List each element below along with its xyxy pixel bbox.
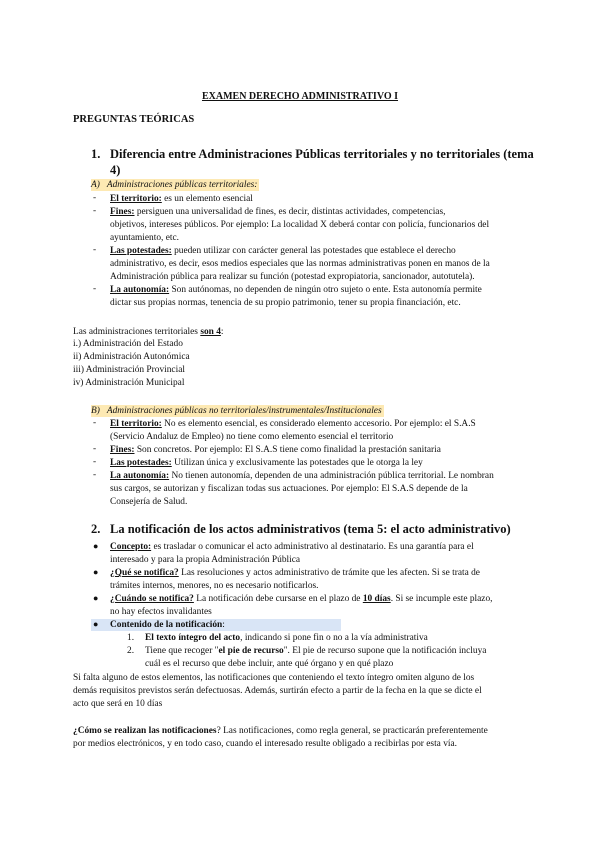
content-heading bbox=[110, 619, 225, 631]
list-item-text: Son concretos. Por ejemplo: El S.A.S tiene como finalidad la prestación sanitaria bbox=[134, 445, 441, 455]
bullet-text: La notificación debe cursarse en el plazo de bbox=[193, 594, 363, 604]
q1-title-line1: Diferencia entre Administraciones Públicas territoriales y no territoriales (tema bbox=[110, 147, 534, 161]
list-item-line bbox=[110, 245, 456, 257]
bullet-line bbox=[110, 541, 474, 553]
paragraph-line: demás requisitos previstos serán defectuosas. Además, surtirán efecto a partir de la fecha en la que se dicte el bbox=[73, 686, 482, 696]
bullet-text: Las resoluciones y actos administrativo de trámite que les afecten. Si se trata de bbox=[178, 568, 480, 578]
document-title: EXAMEN DERECHO ADMINISTRATIVO I bbox=[201, 91, 399, 102]
list-dash: - bbox=[93, 284, 97, 294]
content-item-bold: El texto íntegro del acto bbox=[145, 633, 241, 643]
bullet-dot: ● bbox=[93, 567, 99, 577]
content-item-line2: cuál es el recurso que debe incluir, ante qué órgano y en qué plazo bbox=[145, 659, 394, 669]
list-item-line: dictar sus propias normas, tenencia de su propio patrimonio, tener su propia financiación, etc. bbox=[110, 298, 461, 308]
list-item-text: No es elemento esencial, es considerado elemento accesorio. Por ejemplo: el S.A.S bbox=[161, 419, 476, 429]
list-item-line: administrativo, es decir, esos medios especiales que las normas administrativas ponen en manos de la bbox=[110, 259, 490, 269]
section-a-label: A) bbox=[91, 180, 100, 190]
list-item-line bbox=[110, 418, 476, 430]
section-b-label: B) bbox=[91, 406, 100, 416]
list-item-text: pueden utilizar con carácter general las potestades que establece el derecho bbox=[171, 246, 456, 256]
list-item-line: sus cargos, se autorizan y fiscalizan todas sus actuaciones. Por ejemplo: El S.A.S depende de la bbox=[110, 484, 468, 494]
how-answer-line1: ? Las notificaciones, como regla general, se practicarán preferentemente bbox=[216, 726, 488, 736]
list-item-term: Fines: bbox=[110, 445, 135, 455]
bullet-dot: ● bbox=[93, 619, 99, 629]
q1-number: 1. bbox=[91, 147, 101, 161]
list-intro-bold: son 4 bbox=[200, 327, 221, 337]
list-item-line bbox=[110, 193, 253, 205]
list-item-line: (Servicio Andaluz de Empleo) no tiene como elemento esencial el territorio bbox=[110, 432, 394, 442]
list-item-term: Fines: bbox=[110, 207, 135, 217]
territorial-list-intro bbox=[73, 326, 224, 338]
territorial-list-item: ii) Administración Autonómica bbox=[73, 352, 190, 362]
list-item-line: Administración pública para realizar su función (potestad expropiatoria, sancionador, autotutela). bbox=[110, 272, 475, 282]
list-item-line: Consejería de Salud. bbox=[110, 497, 188, 507]
list-dash: - bbox=[93, 470, 97, 480]
list-item-term: La autonomía: bbox=[110, 471, 170, 481]
list-dash: - bbox=[93, 457, 97, 467]
bullet-line bbox=[110, 593, 493, 605]
list-item-line bbox=[110, 206, 445, 218]
bullet-term: ¿Cuándo se notifica? bbox=[110, 594, 194, 604]
list-item-line: objetivos, intereses públicos. Por ejemplo: La localidad X deberá contar con policía, funcionarios del bbox=[110, 220, 490, 230]
section-heading: PREGUNTAS TEÓRICAS bbox=[73, 114, 195, 125]
list-intro-end: : bbox=[220, 327, 224, 337]
content-item bbox=[145, 645, 486, 657]
paragraph-how-line1 bbox=[73, 725, 488, 737]
content-item bbox=[145, 632, 428, 644]
list-dash: - bbox=[93, 193, 97, 203]
content-item-number: 2. bbox=[127, 646, 135, 656]
bullet-text: . Si se incumple este plazo, bbox=[390, 594, 493, 604]
bullet-bold: 10 días bbox=[362, 594, 391, 604]
content-item-text: , indicando si pone fin o no a la vía administrativa bbox=[240, 633, 428, 643]
list-dash: - bbox=[93, 418, 97, 428]
list-item-term: El territorio: bbox=[110, 194, 162, 204]
bullet-line bbox=[110, 567, 480, 579]
q1-title-line2: 4) bbox=[110, 163, 121, 177]
bullet-line: trámites internos, menores, no es necesario notificarlos. bbox=[110, 581, 319, 591]
how-answer-line2: por medios electrónicos, y en todo caso, cuando el interesado resulte obligado a recibirlas por esta vía. bbox=[73, 739, 457, 749]
q2-title: La notificación de los actos administrativos (tema 5: el acto administrativo) bbox=[110, 522, 511, 536]
bullet-line: no hay efectos invalidantes bbox=[110, 607, 212, 617]
content-item-pre: Tiene que recoger " bbox=[145, 646, 219, 656]
list-item-line bbox=[110, 444, 441, 456]
q2-number: 2. bbox=[91, 522, 101, 536]
list-item-line: ayuntamiento, etc. bbox=[110, 233, 179, 243]
q1-section-a-heading bbox=[91, 179, 259, 191]
content-heading-text: Contenido de la notificación bbox=[110, 620, 223, 630]
list-item-text: No tienen autonomía, dependen de una administración pública territorial. Le nombran bbox=[169, 471, 494, 481]
list-item-line bbox=[110, 470, 494, 482]
bullet-term: ¿Qué se notifica? bbox=[110, 568, 179, 578]
list-item-term: Las potestades: bbox=[110, 458, 172, 468]
list-item-text: es un elemento esencial bbox=[161, 194, 253, 204]
list-item-line bbox=[110, 457, 423, 469]
territorial-list-item: iv) Administración Municipal bbox=[73, 378, 185, 388]
bullet-line: interesado y para la propia Administración Pública bbox=[110, 555, 301, 565]
bullet-dot: ● bbox=[93, 593, 99, 603]
list-item-text: persiguen una universalidad de fines, es decir, distintas actividades, competencias, bbox=[134, 207, 446, 217]
how-question-bold: ¿Cómo se realizan las notificaciones bbox=[73, 726, 217, 736]
bullet-term: Concepto: bbox=[110, 542, 152, 552]
list-dash: - bbox=[93, 206, 97, 216]
paragraph-line: acto que será en 10 días bbox=[73, 699, 163, 709]
territorial-list-item: i.) Administración del Estado bbox=[73, 339, 183, 349]
list-dash: - bbox=[93, 245, 97, 255]
section-b-title: Administraciones públicas no territoriales/instrumentales/Institucionales bbox=[106, 406, 382, 416]
content-item-number: 1. bbox=[127, 633, 135, 643]
q1-section-b-heading bbox=[91, 405, 384, 417]
territorial-list-item: iii) Administración Provincial bbox=[73, 365, 185, 375]
paragraph-line: Si falta alguno de estos elementos, las notificaciones que conteniendo el texto íntegro omiten alguno de los bbox=[73, 673, 475, 683]
content-item-bold: el pie de recurso bbox=[218, 646, 284, 656]
content-heading-end: : bbox=[222, 620, 225, 630]
list-item-text: Son autónomas, no dependen de ningún otro sujeto o ente. Esta autonomía permite bbox=[169, 285, 482, 295]
bullet-text: es trasladar o comunicar el acto administrativo al destinatario. Es una garantía para el bbox=[151, 542, 474, 552]
content-item-text: ". El pie de recurso supone que la notificación incluya bbox=[283, 646, 487, 656]
list-item-text: Utilizan única y exclusivamente las potestades que le otorga la ley bbox=[171, 458, 423, 468]
list-dash: - bbox=[93, 444, 97, 454]
bullet-dot: ● bbox=[93, 541, 99, 551]
section-a-title: Administraciones públicas territoriales: bbox=[106, 180, 258, 190]
list-item-term: La autonomía: bbox=[110, 285, 170, 295]
list-item-line bbox=[110, 284, 482, 296]
list-item-term: Las potestades: bbox=[110, 246, 172, 256]
list-item-term: El territorio: bbox=[110, 419, 162, 429]
list-intro-text: Las administraciones territoriales bbox=[73, 327, 201, 337]
